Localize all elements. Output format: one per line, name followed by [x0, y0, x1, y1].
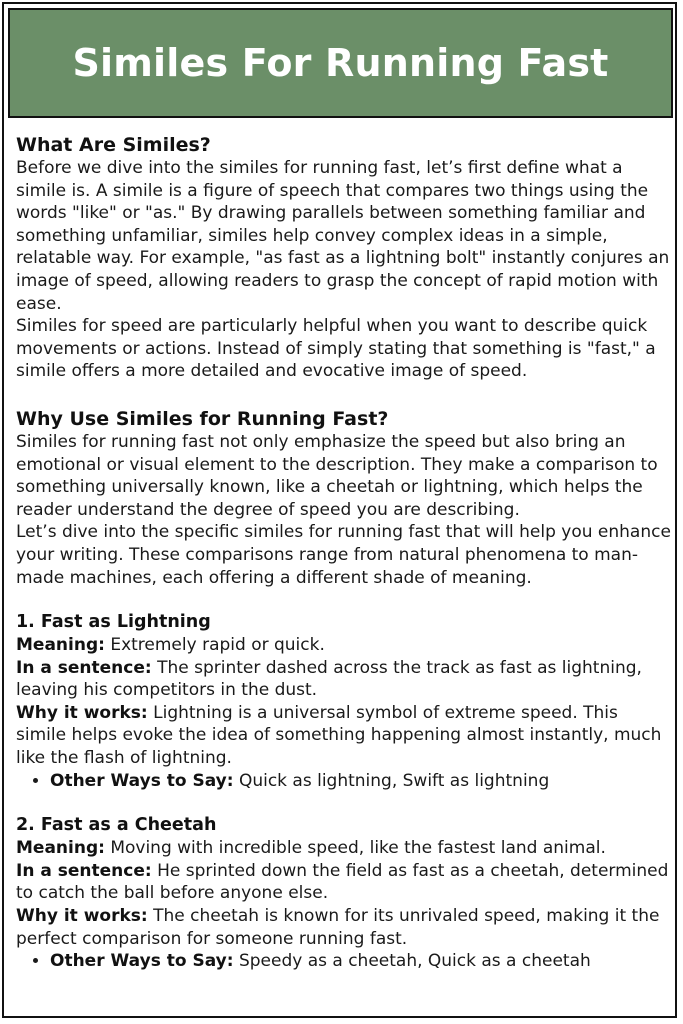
- why-label: Why it works:: [16, 906, 148, 927]
- other-ways-list: [16, 950, 671, 973]
- section-heading-why-use-similes: Why Use Similes for Running Fast?: [16, 407, 389, 430]
- sentence-label: In a sentence:: [16, 860, 152, 881]
- simile-sentence: [16, 860, 671, 905]
- article-body: [16, 133, 671, 973]
- sentence-label: In a sentence:: [16, 657, 152, 678]
- meaning-text: Extremely rapid or quick.: [110, 635, 325, 656]
- simile-why: [16, 702, 671, 770]
- simile-entry: [16, 611, 671, 792]
- paragraph: Similes for running fast not only emphasize the speed but also bring an emotional or visual element to the description. They make a comparison to something universally known, like a cheetah or lightning, which helps the reader understand the degree of speed you are describing.: [16, 431, 658, 520]
- paragraph: Before we dive into the similes for running fast, let’s first define what a simile is. A simile is a figure of speech that compares two things using the words "like" or "as." By drawing parallels between something familiar and something unfamiliar, similes help convey complex ideas in a simple, relatable way. For example, "as fast as a lightning bolt" instantly conjures an image of speed, allowing readers to grasp the concept of rapid motion with ease.: [16, 158, 670, 314]
- title-banner: [8, 8, 673, 118]
- section-heading-what-are-similes: What Are Similes?: [16, 134, 211, 156]
- simile-heading: 1. Fast as Lightning: [16, 612, 211, 633]
- paragraph: Let’s dive into the specific similes for running fast that will help you enhance your writing. These comparisons range from natural phenomena to man-made machines, each offering a different shade of meaning.: [16, 522, 671, 588]
- paragraph: Similes for speed are particularly helpful when you want to describe quick movements or actions. Instead of simply stating that something is "fast," a simile offers a more detailed and evocative image of speed.: [16, 316, 656, 382]
- sentence-text: He sprinted down the field as fast as a cheetah, determined to catch the ball before anyone else.: [16, 860, 669, 904]
- other-ways-list: [16, 770, 671, 793]
- other-text: Speedy as a cheetah, Quick as a cheetah: [238, 951, 591, 972]
- simile-why: [16, 905, 671, 950]
- other-label: Other Ways to Say:: [50, 770, 234, 791]
- simile-meaning: [16, 634, 671, 657]
- why-text: Lightning is a universal symbol of extreme speed. This simile helps evoke the idea of something happening almost instantly, much like the flash of lightning.: [16, 702, 662, 769]
- other-label: Other Ways to Say:: [50, 951, 234, 972]
- meaning-text: Moving with incredible speed, like the fastest land animal.: [110, 838, 606, 859]
- simile-entry: [16, 814, 671, 973]
- sentence-text: The sprinter dashed across the track as fast as lightning, leaving his competitors in the dust.: [16, 657, 642, 701]
- other-ways-item: [50, 770, 671, 793]
- other-ways-item: [50, 950, 671, 973]
- why-label: Why it works:: [16, 702, 148, 723]
- page-title: Similes For Running Fast: [72, 41, 609, 85]
- meaning-label: Meaning:: [16, 838, 105, 859]
- simile-meaning: [16, 837, 671, 860]
- why-text: The cheetah is known for its unrivaled speed, making it the perfect comparison for someone running fast.: [16, 906, 660, 949]
- other-text: Quick as lightning, Swift as lightning: [238, 770, 550, 791]
- simile-sentence: [16, 657, 671, 702]
- simile-heading: 2. Fast as a Cheetah: [16, 815, 217, 836]
- meaning-label: Meaning:: [16, 635, 105, 656]
